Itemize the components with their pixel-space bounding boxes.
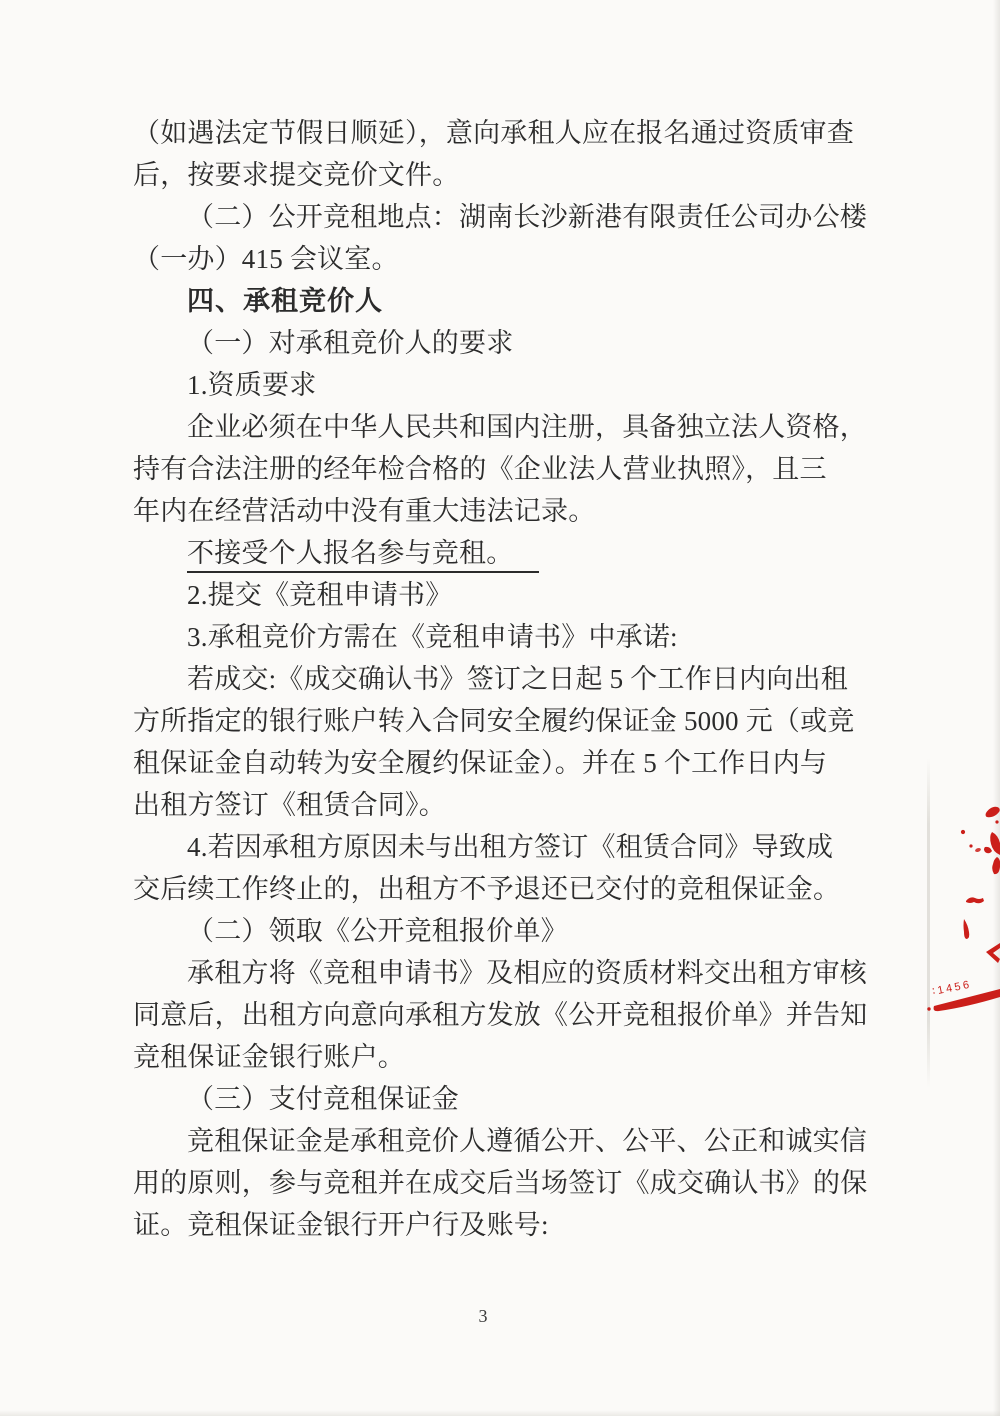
document-line [133, 490, 873, 532]
underlined-text: 不接受个人报名参与竞租。 [187, 538, 539, 573]
document-line [133, 238, 873, 280]
line-text: （二）领取《公开竞租报价单》 [187, 916, 568, 946]
line-text: 4.若因承租方原因未与出租方签订《租赁合同》导致成 [187, 832, 834, 862]
line-text: 承租方将《竞租申请书》及相应的资质材料交出租方审核 [187, 958, 867, 988]
red-stamp-fragment [925, 780, 1000, 1080]
line-text: （三）支付竞租保证金 [187, 1084, 459, 1114]
document-line [133, 574, 873, 616]
line-text: 用的原则，参与竞租并在成交后当场签订《成交确认书》的保 [133, 1168, 868, 1198]
document-body [133, 112, 873, 1246]
line-text: （如遇法定节假日顺延），意向承租人应在报名通过资质审查 [133, 118, 854, 148]
document-line [133, 406, 873, 448]
document-line [133, 364, 873, 406]
line-text: 1.资质要求 [187, 370, 317, 400]
line-text: 证。竞租保证金银行开户行及账号: [133, 1210, 549, 1240]
stamp-ink-dot [961, 830, 965, 834]
document-line [133, 532, 873, 574]
document-line [133, 616, 873, 658]
document-line [133, 700, 873, 742]
line-text: （一）对承租竞价人的要求 [187, 328, 514, 358]
document-line [133, 742, 873, 784]
line-text: 若成交:《成交确认书》签订之日起 5 个工作日内向出租 [187, 664, 848, 694]
document-heading-line [133, 280, 873, 322]
line-text: 竞租保证金银行账户。 [133, 1042, 405, 1072]
stamp-ink-dot [975, 847, 982, 852]
document-line [133, 154, 873, 196]
stamp-ink-dot [969, 844, 972, 847]
document-line [133, 952, 873, 994]
document-line [133, 1036, 873, 1078]
line-text: 方所指定的银行账户转入合同安全履约保证金 5000 元（或竞 [133, 706, 855, 736]
stamp-ink-tick [964, 919, 970, 939]
line-text: 竞租保证金是承租竞价人遵循公开、公平、公正和诚实信 [187, 1126, 867, 1156]
stamp-ink-blob [984, 847, 992, 853]
document-line [133, 826, 873, 868]
document-line [133, 448, 873, 490]
document-line [133, 322, 873, 364]
line-text: 同意后，出租方向意向承租方发放《公开竞租报价单》并告知 [133, 1000, 868, 1030]
document-line [133, 868, 873, 910]
stamp-ink-dash [966, 897, 984, 903]
document-line [133, 196, 873, 238]
line-text: 交后续工作终止的，出租方不予退还已交付的竞租保证金。 [133, 874, 841, 904]
document-line [133, 1204, 873, 1246]
stamp-ink-chevron [986, 943, 1000, 963]
line-text: 四、承租竞价人 [187, 286, 383, 316]
page-number: 3 [478, 1306, 488, 1326]
document-line [133, 784, 873, 826]
stamp-ink-dot [927, 1007, 930, 1010]
stamp-ink-blob [990, 832, 1000, 855]
document-line [133, 1078, 873, 1120]
line-text: 企业必须在中华人民共和国内注册，具备独立法人资格， [187, 412, 867, 442]
document-line [133, 658, 873, 700]
stamp-ink-blob [992, 857, 1000, 874]
document-line [133, 994, 873, 1036]
document-line [133, 910, 873, 952]
line-text: 出租方签订《租赁合同》。 [133, 790, 446, 820]
stamp-ink-blob [986, 807, 1000, 817]
document-line [133, 112, 873, 154]
line-text: 年内在经营活动中没有重大违法记录。 [133, 496, 596, 526]
document-line [133, 1120, 873, 1162]
line-text: （二）公开竞租地点：湖南长沙新港有限责任公司办公楼 [187, 202, 867, 232]
line-text: 持有合法注册的经年检合格的《企业法人营业执照》，且三 [133, 454, 827, 484]
line-text: 3.承租竞价方需在《竞租申请书》中承诺: [187, 622, 678, 652]
document-line [133, 1162, 873, 1204]
stamp-digits: ∶1456 [931, 978, 973, 998]
line-text: 租保证金自动转为安全履约保证金）。并在 5 个工作日内与 [133, 748, 828, 778]
stamp-ink-dot [995, 820, 998, 823]
line-text: （一办）415 会议室。 [133, 244, 399, 274]
line-text: 2.提交《竞租申请书》 [187, 580, 453, 610]
line-text: 后，按要求提交竞价文件。 [133, 160, 460, 190]
